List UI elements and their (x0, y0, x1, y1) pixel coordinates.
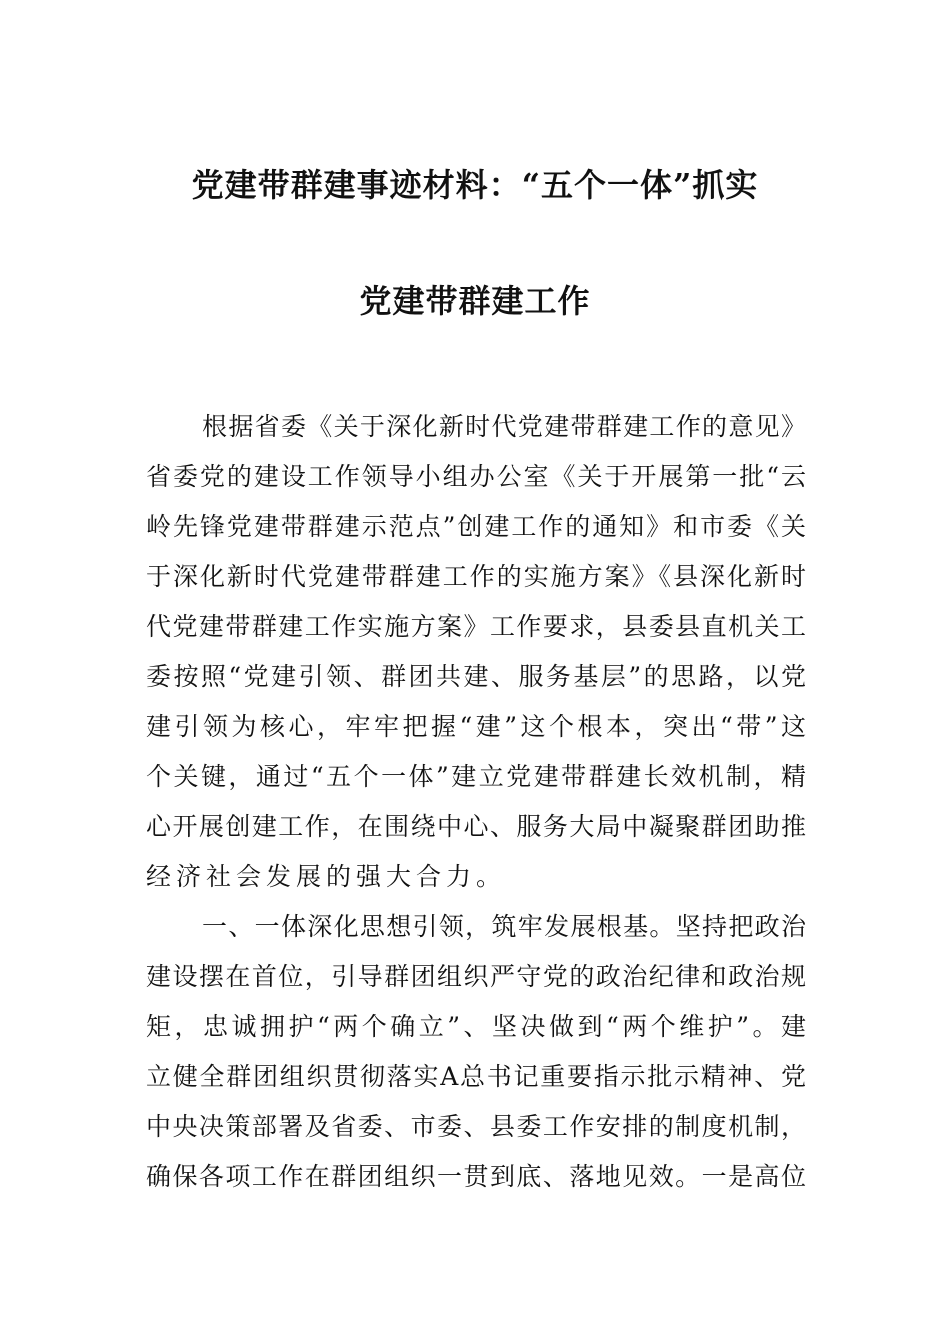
text-line: 代党建带群建工作实施方案》工作要求，县委县直机关工 (146, 612, 806, 641)
text-line: 中央决策部署及省委、市委、县委工作安排的制度机制， (146, 1112, 806, 1141)
text-line: 立健全群团组织贯彻落实A总书记重要指示批示精神、党 (146, 1062, 806, 1091)
text-line: 岭先锋党建带群建示范点”创建工作的通知》和市委《关 (146, 512, 806, 541)
text-line: 于深化新时代党建带群建工作的实施方案》《县深化新时 (146, 562, 806, 591)
text-line: 心开展创建工作，在围绕中心、服务大局中凝聚群团助推 (146, 812, 806, 841)
document-title-line-2: 党建带群建工作 (359, 282, 591, 320)
paragraph-section-1 (146, 910, 806, 1210)
text-line: 省委党的建设工作领导小组办公室《关于开展第一批“云 (146, 462, 806, 491)
text-line: 建设摆在首位，引导群团组织严守党的政治纪律和政治规 (146, 962, 806, 991)
paragraph-intro (146, 410, 806, 910)
text-line: 一、一体深化思想引领，筑牢发展根基。坚持把政治 (202, 912, 806, 941)
text-line: 个关键，通过“五个一体”建立党建带群建长效机制，精 (146, 762, 806, 791)
text-line: 确保各项工作在群团组织一贯到底、落地见效。一是高位 (146, 1162, 806, 1191)
text-line: 矩，忠诚拥护“两个确立”、坚决做到“两个维护”。建 (146, 1012, 806, 1041)
text-line: 经济社会发展的强大合力。 (146, 862, 507, 891)
text-line: 根据省委《关于深化新时代党建带群建工作的意见》 (202, 412, 806, 441)
document-title-line-1: 党建带群建事迹材料：“五个一体”抓实 (191, 166, 759, 204)
document-body (146, 410, 806, 1210)
text-line: 建引领为核心，牢牢把握“建”这个根本，突出“带”这 (146, 712, 806, 741)
text-line: 委按照“党建引领、群团共建、服务基层”的思路，以党 (146, 662, 806, 691)
